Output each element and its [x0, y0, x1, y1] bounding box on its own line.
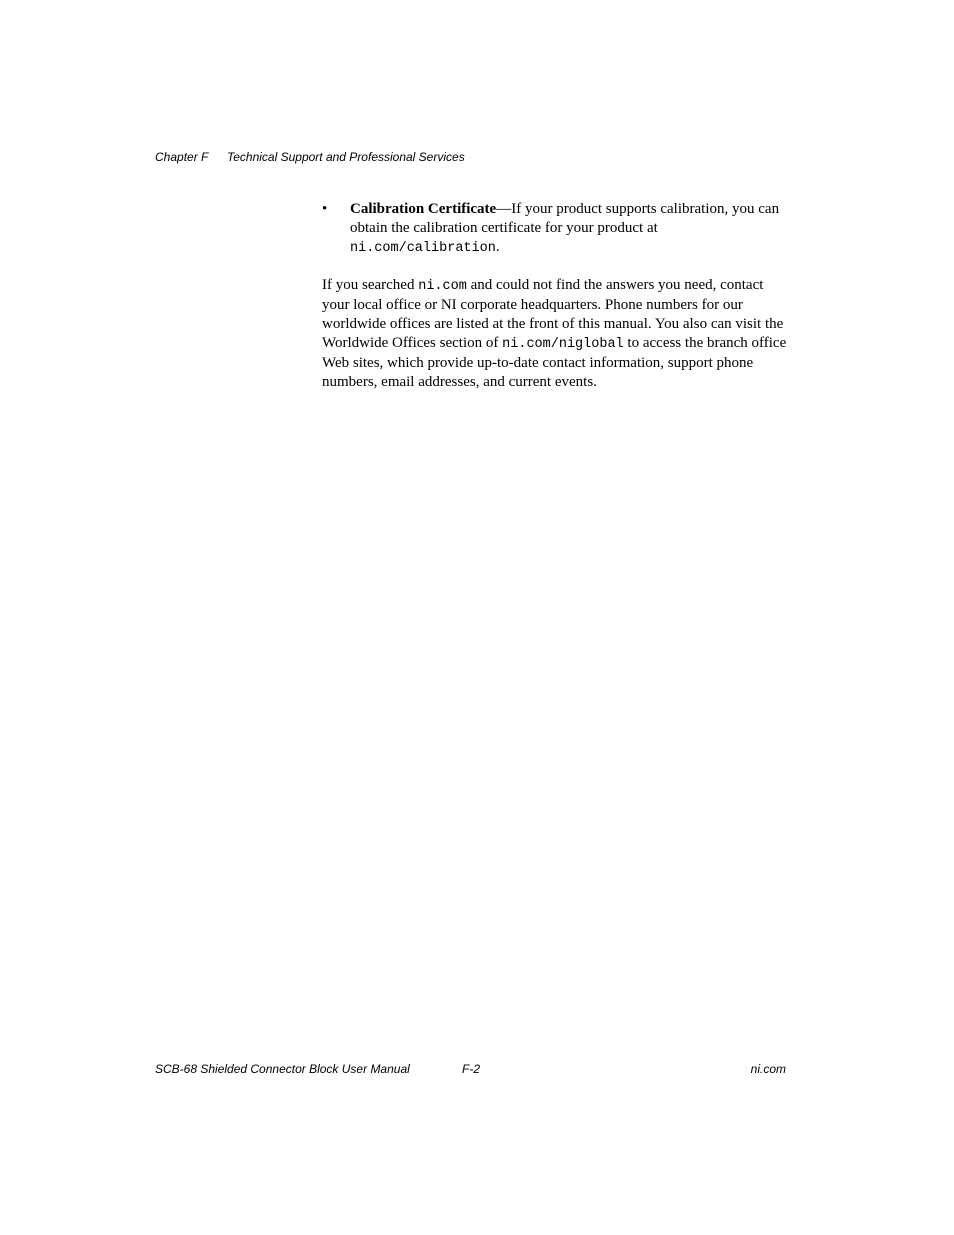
running-footer	[155, 1062, 786, 1078]
running-header	[155, 150, 465, 164]
main-content	[322, 200, 792, 392]
footer-site: ni.com	[750, 1062, 786, 1076]
calibration-description: —If your product supports calibration, you can obtain the calibration certificate for your product at	[350, 201, 780, 236]
page-number: F-2	[462, 1062, 480, 1076]
niglobal-link[interactable]: ni.com/niglobal	[502, 337, 624, 352]
paragraph-text-2: and could not find the answers you need, contact your local office or NI corporate headquarters. Phone numbers for our worldwide offices are listed at the front of this manual. You also can visit the Worldwide Offices section of	[322, 277, 784, 351]
calibration-bullet-item	[322, 200, 792, 258]
paragraph-text-1: If you searched	[322, 277, 419, 293]
manual-title: SCB-68 Shielded Connector Block User Manual	[155, 1062, 410, 1076]
chapter-title: Technical Support and Professional Services	[227, 150, 465, 164]
support-paragraph	[322, 276, 792, 392]
bullet-marker: •	[322, 201, 328, 217]
ni-com-link[interactable]: ni.com	[418, 279, 467, 294]
calibration-link[interactable]: ni.com/calibration	[350, 241, 496, 256]
chapter-label: Chapter F	[155, 150, 209, 164]
calibration-term: Calibration Certificate	[350, 201, 497, 217]
calibration-period: .	[495, 239, 500, 255]
paragraph-text-3: to access the branch office Web sites, which provide up-to-date contact information, support phone numbers, email addresses, and current events.	[322, 335, 787, 390]
